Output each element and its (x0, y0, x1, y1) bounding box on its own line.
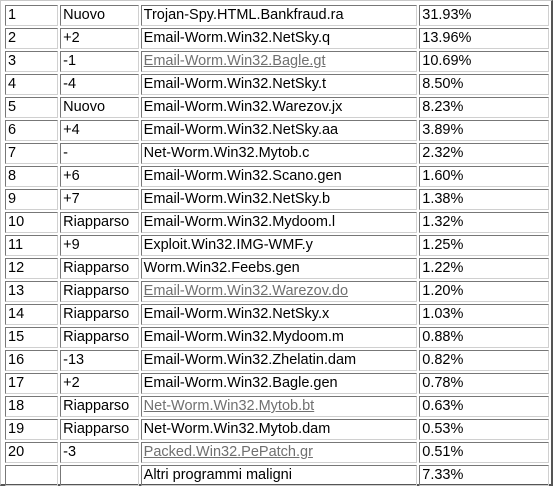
change-cell: -3 (60, 442, 139, 463)
percent-cell: 31.93% (419, 5, 549, 26)
rank-cell: 18 (5, 396, 58, 417)
rank-cell: 19 (5, 419, 58, 440)
malware-name: Exploit.Win32.IMG-WMF.y (143, 237, 313, 253)
rank-cell: 5 (5, 97, 58, 118)
rank-cell: 17 (5, 373, 58, 394)
malware-name-cell (141, 327, 418, 348)
malware-name-link[interactable]: Email-Worm.Win32.Bagle.gt (143, 53, 326, 69)
table-row (5, 51, 549, 72)
rank-cell: 15 (5, 327, 58, 348)
malware-name-cell (141, 350, 418, 371)
table-row (5, 396, 549, 417)
malware-name: Email-Worm.Win32.NetSky.x (143, 306, 330, 322)
rank-cell: 6 (5, 120, 58, 141)
malware-name: Email-Worm.Win32.Zhelatin.dam (143, 352, 357, 368)
table-row (5, 74, 549, 95)
percent-cell: 1.38% (419, 189, 549, 210)
change-cell: Riapparso (60, 304, 139, 325)
table-row (5, 258, 549, 279)
rank-cell: 20 (5, 442, 58, 463)
table-row (5, 373, 549, 394)
rank-cell: 12 (5, 258, 58, 279)
percent-cell: 0.82% (419, 350, 549, 371)
malware-name-cell (141, 189, 418, 210)
change-cell: - (60, 143, 139, 164)
rank-cell: 7 (5, 143, 58, 164)
malware-name-cell (141, 373, 418, 394)
change-cell: Riapparso (60, 396, 139, 417)
table-row (5, 97, 549, 118)
change-cell: Nuovo (60, 97, 139, 118)
rank-cell: 11 (5, 235, 58, 256)
rank-cell: 9 (5, 189, 58, 210)
percent-cell: 8.23% (419, 97, 549, 118)
percent-cell: 1.25% (419, 235, 549, 256)
malware-name: Email-Worm.Win32.NetSky.t (143, 76, 327, 92)
malware-name: Email-Worm.Win32.NetSky.q (143, 30, 331, 46)
change-cell: Riapparso (60, 212, 139, 233)
malware-name: Email-Worm.Win32.Bagle.gen (143, 375, 338, 391)
percent-cell: 8.50% (419, 74, 549, 95)
other-malware-label: Altri programmi maligni (141, 465, 418, 486)
malware-name: Net-Worm.Win32.Mytob.c (143, 145, 310, 161)
rank-cell: 3 (5, 51, 58, 72)
change-cell: +7 (60, 189, 139, 210)
change-cell: Riapparso (60, 281, 139, 302)
other-malware-percent: 7.33% (419, 465, 549, 486)
percent-cell: 0.63% (419, 396, 549, 417)
rank-cell: 16 (5, 350, 58, 371)
percent-cell: 13.96% (419, 28, 549, 49)
table-row (5, 212, 549, 233)
footer-rank-cell (5, 465, 58, 486)
rank-cell: 10 (5, 212, 58, 233)
table-row (5, 281, 549, 302)
malware-name-link[interactable]: Packed.Win32.PePatch.gr (143, 444, 313, 460)
malware-name: Trojan-Spy.HTML.Bankfraud.ra (143, 7, 344, 23)
percent-cell: 0.53% (419, 419, 549, 440)
percent-cell: 0.51% (419, 442, 549, 463)
change-cell: Riapparso (60, 419, 139, 440)
malware-name-cell (141, 51, 418, 72)
table-row (5, 442, 549, 463)
malware-name-cell (141, 235, 418, 256)
change-cell: -13 (60, 350, 139, 371)
percent-cell: 3.89% (419, 120, 549, 141)
malware-name: Net-Worm.Win32.Mytob.dam (143, 421, 331, 437)
malware-name-link[interactable]: Net-Worm.Win32.Mytob.bt (143, 398, 315, 414)
footer-row (5, 465, 549, 486)
percent-cell: 1.32% (419, 212, 549, 233)
change-cell: +4 (60, 120, 139, 141)
rank-cell: 14 (5, 304, 58, 325)
table-row (5, 235, 549, 256)
change-cell: -4 (60, 74, 139, 95)
malware-name-cell (141, 143, 418, 164)
percent-cell: 1.22% (419, 258, 549, 279)
rank-cell: 13 (5, 281, 58, 302)
malware-name: Email-Worm.Win32.NetSky.b (143, 191, 331, 207)
rank-cell: 2 (5, 28, 58, 49)
percent-cell: 1.03% (419, 304, 549, 325)
table-row (5, 350, 549, 371)
change-cell: +2 (60, 28, 139, 49)
change-cell: Riapparso (60, 327, 139, 348)
table-row (5, 28, 549, 49)
malware-name-cell (141, 442, 418, 463)
malware-name: Email-Worm.Win32.Scano.gen (143, 168, 342, 184)
malware-name-cell (141, 28, 418, 49)
percent-cell: 0.78% (419, 373, 549, 394)
change-cell: +9 (60, 235, 139, 256)
malware-name: Email-Worm.Win32.NetSky.aa (143, 122, 339, 138)
malware-name-cell (141, 212, 418, 233)
table-row (5, 327, 549, 348)
malware-name: Email-Worm.Win32.Mydoom.l (143, 214, 336, 230)
ranking-table-body (5, 5, 549, 486)
rank-cell: 8 (5, 166, 58, 187)
malware-name: Email-Worm.Win32.Warezov.jx (143, 99, 343, 115)
percent-cell: 10.69% (419, 51, 549, 72)
rank-cell: 4 (5, 74, 58, 95)
malware-name-cell (141, 120, 418, 141)
table-row (5, 166, 549, 187)
malware-name-cell (141, 97, 418, 118)
change-cell: Riapparso (60, 258, 139, 279)
percent-cell: 2.32% (419, 143, 549, 164)
percent-cell: 1.60% (419, 166, 549, 187)
table-row (5, 5, 549, 26)
malware-name-cell (141, 258, 418, 279)
malware-name-link[interactable]: Email-Worm.Win32.Warezov.do (143, 283, 349, 299)
change-cell: Nuovo (60, 5, 139, 26)
malware-name-cell (141, 166, 418, 187)
malware-name-cell (141, 5, 418, 26)
table-row (5, 120, 549, 141)
malware-name-cell (141, 74, 418, 95)
change-cell: +2 (60, 373, 139, 394)
rank-cell: 1 (5, 5, 58, 26)
percent-cell: 1.20% (419, 281, 549, 302)
table-row (5, 189, 549, 210)
table-row (5, 419, 549, 440)
footer-change-cell (60, 465, 139, 486)
table-row (5, 143, 549, 164)
malware-name-cell (141, 396, 418, 417)
malware-name-cell (141, 304, 418, 325)
percent-cell: 0.88% (419, 327, 549, 348)
malware-name-cell (141, 419, 418, 440)
table-row (5, 304, 549, 325)
change-cell: -1 (60, 51, 139, 72)
malware-name: Worm.Win32.Feebs.gen (143, 260, 300, 276)
malware-ranking-table (3, 3, 551, 488)
change-cell: +6 (60, 166, 139, 187)
malware-name: Email-Worm.Win32.Mydoom.m (143, 329, 345, 345)
malware-name-cell (141, 281, 418, 302)
